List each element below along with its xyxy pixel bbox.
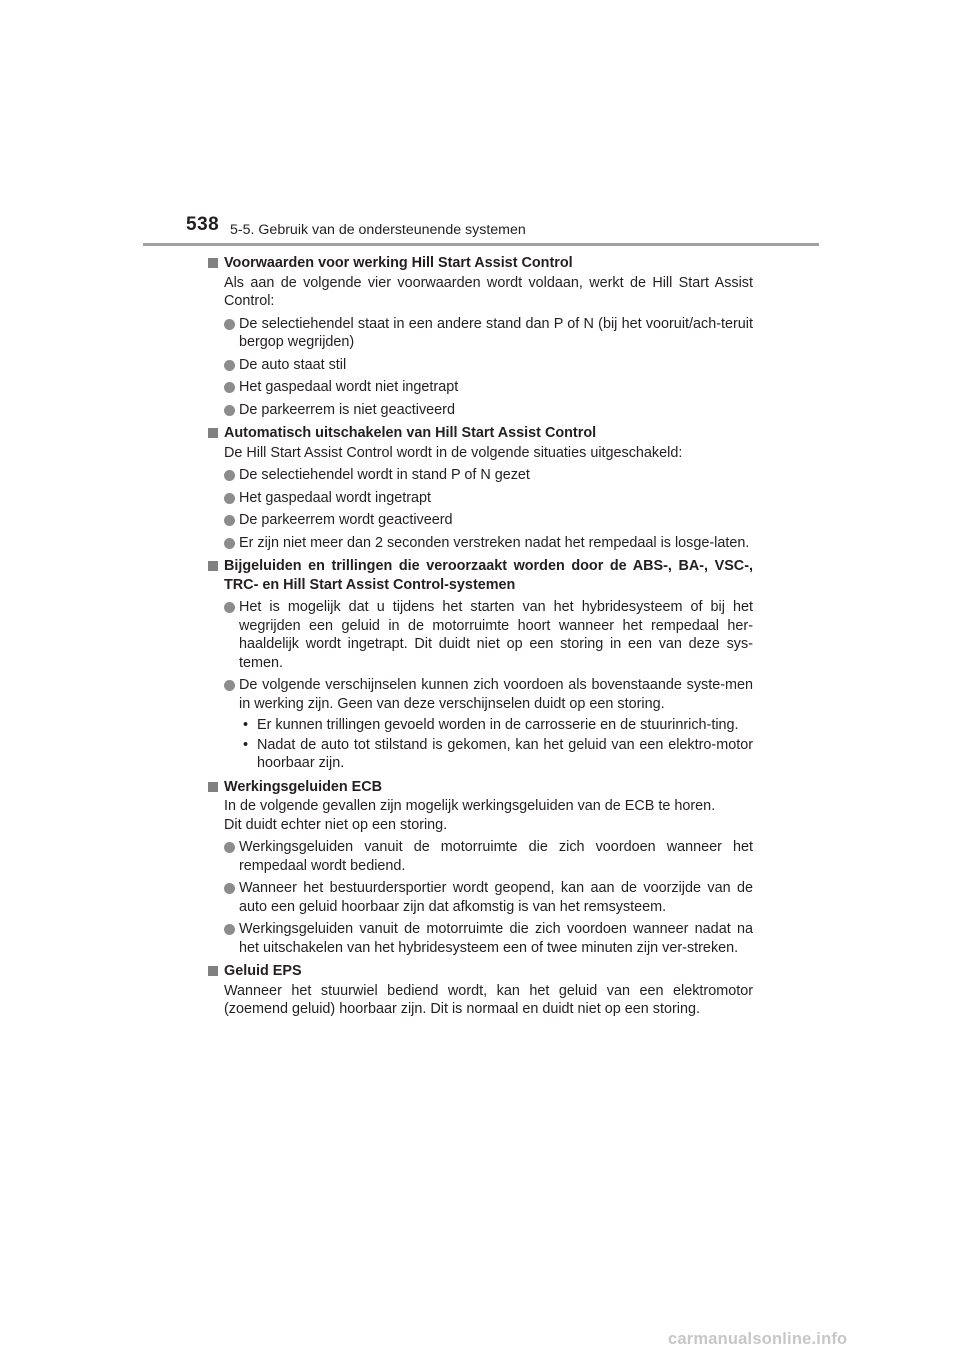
section-ecb-noises <box>208 778 753 958</box>
section-eps-noise <box>208 962 753 1019</box>
list-item-text: Werkingsgeluiden vanuit de motorruimte die zich voordoen wanneer nadat na het uitschakelen van het hybridesysteem een of twee minuten zijn ver-streken. <box>239 921 753 956</box>
section-heading-text: Automatisch uitschakelen van Hill Start Assist Control <box>224 425 597 441</box>
list-item-text: De auto staat stil <box>239 356 347 373</box>
list-item-text: Werkingsgeluiden vanuit de motorruimte die zich voordoen wanneer het rempedaal wordt bediend. <box>239 839 753 874</box>
list-item <box>224 879 753 916</box>
watermark: carmanualsonline.info <box>668 1330 848 1348</box>
section-hill-start-conditions <box>208 254 753 419</box>
list-item <box>224 378 753 397</box>
sub-list-item-text: Nadat de auto tot stilstand is gekomen, kan het geluid van een elektro-motor hoorbaar zijn. <box>257 736 753 771</box>
section-heading <box>208 424 753 443</box>
bullet-dot-icon: • <box>243 736 249 753</box>
square-bullet-icon <box>208 782 218 792</box>
section-intro <box>224 797 753 834</box>
sub-list-item <box>239 736 753 773</box>
circle-bullet-icon <box>224 883 235 894</box>
circle-bullet-icon <box>224 680 235 691</box>
circle-bullet-icon <box>224 515 235 526</box>
list-item <box>224 838 753 875</box>
circle-bullet-icon <box>224 405 235 416</box>
circle-bullet-icon <box>224 924 235 935</box>
section-heading-text: Geluid EPS <box>224 963 302 979</box>
list-item <box>224 315 753 352</box>
list-item <box>224 466 753 485</box>
list-item-text: De selectiehendel wordt in stand P of N gezet <box>239 467 530 483</box>
section-heading-text: Voorwaarden voor werking Hill Start Assist Control <box>224 255 573 271</box>
list-item-text: Het is mogelijk dat u tijdens het starten van het hybridesysteem of bij het wegrijden een geluid in de motorruimte hoort wanneer het rempedaal her-haaldelijk wordt ingetrapt. Dit duidt niet op een storing in een van deze sys-temen. <box>239 599 753 671</box>
bullet-dot-icon: • <box>243 717 249 733</box>
square-bullet-icon <box>208 258 218 268</box>
section-heading <box>208 254 753 273</box>
circle-bullet-icon <box>224 493 235 504</box>
section-intro: Als aan de volgende vier voorwaarden wordt voldaan, werkt de Hill Start Assist Control: <box>224 274 753 309</box>
sub-list-item-text: Er kunnen trillingen gevoeld worden in de carrosserie en de stuurinrich-ting. <box>257 717 739 733</box>
list-item <box>224 511 753 530</box>
section-heading-text: Werkingsgeluiden ECB <box>224 778 383 795</box>
list-item-text: De parkeerrem wordt geactiveerd <box>239 512 453 528</box>
circle-bullet-icon <box>224 602 235 613</box>
chapter-title: 5-5. Gebruik van de ondersteunende systemen <box>230 222 526 238</box>
section-intro: Wanneer het stuurwiel bediend wordt, kan het geluid van een elektromotor (zoemend geluid) hoorbaar zijn. Dit is normaal en duidt niet op een storing. <box>224 982 753 1017</box>
circle-bullet-icon <box>224 842 235 853</box>
square-bullet-icon <box>208 561 218 571</box>
list-item <box>224 920 753 957</box>
section-heading <box>208 557 753 594</box>
circle-bullet-icon <box>224 319 235 330</box>
section-heading-text: Bijgeluiden en trillingen die veroorzaakt worden door de ABS-, BA-, VSC-, TRC- en Hill Start Assist Control-systemen <box>224 558 753 593</box>
section-heading <box>208 962 753 981</box>
intro-line: In de volgende gevallen zijn mogelijk werkingsgeluiden van de ECB te horen. <box>224 798 716 814</box>
page-content <box>208 254 753 1024</box>
list-item <box>224 676 753 773</box>
bullet-list <box>224 466 753 552</box>
list-item-text: Wanneer het bestuurdersportier wordt geopend, kan aan de voorzijde van de auto een geluid hoorbaar zijn dat afkomstig is van het remsysteem. <box>239 880 753 915</box>
list-item-text: De parkeerrem is niet geactiveerd <box>239 401 455 418</box>
circle-bullet-icon <box>224 382 235 393</box>
bullet-list <box>224 838 753 957</box>
section-heading <box>208 778 753 797</box>
section-hill-start-deactivation <box>208 424 753 552</box>
sub-list-item <box>239 716 753 735</box>
list-item <box>224 401 753 420</box>
section-intro: De Hill Start Assist Control wordt in de volgende situaties uitgeschakeld: <box>224 444 683 461</box>
square-bullet-icon <box>208 428 218 438</box>
list-item-text: De volgende verschijnselen kunnen zich voordoen als bovenstaande syste-men in werking zijn. Geen van deze verschijnselen duidt op een storing. <box>239 677 753 712</box>
section-noises-vibrations <box>208 557 753 773</box>
list-item-text: Er zijn niet meer dan 2 seconden verstreken nadat het rempedaal is losge-laten. <box>239 534 750 551</box>
list-item-text: Het gaspedaal wordt niet ingetrapt <box>239 379 459 395</box>
list-item-text: De selectiehendel staat in een andere stand dan P of N (bij het vooruit/ach-teruit bergop wegrijden) <box>239 315 753 350</box>
header-rule <box>143 243 819 246</box>
page-number: 538 <box>186 214 220 235</box>
list-item <box>224 489 753 508</box>
list-item <box>224 534 753 553</box>
list-item <box>224 598 753 672</box>
square-bullet-icon <box>208 966 218 976</box>
circle-bullet-icon <box>224 470 235 481</box>
circle-bullet-icon <box>224 360 235 371</box>
circle-bullet-icon <box>224 538 235 549</box>
bullet-list <box>224 315 753 420</box>
bullet-list <box>224 598 753 773</box>
intro-line: Dit duidt echter niet op een storing. <box>224 816 448 833</box>
list-item-text: Het gaspedaal wordt ingetrapt <box>239 489 431 506</box>
list-item <box>224 356 753 375</box>
sub-list <box>239 716 753 773</box>
